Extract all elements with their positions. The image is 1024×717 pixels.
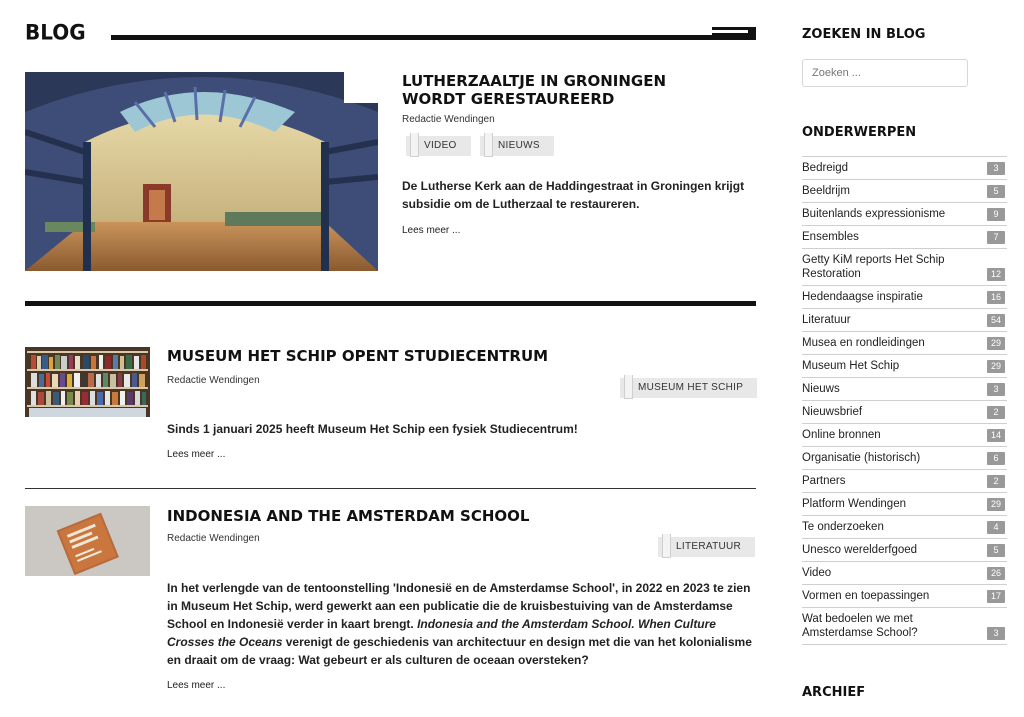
post-excerpt-indonesia: In het verlengde van de tentoonstelling 'Indonesië en de Amsterdamse School', in 2022 en 2023 te zien in Museum Het Schip, werd gewerkt aan een publicatie die de kruisbestuiving van de Amsterdamse School en Indonesië verder in kaart brengt. Indonesia and the Amsterdam School. When Culture Crosses the Oceans verenigt de geschiedenis van architectuur en design met die van het kolonialisme en draait om de vraag: Wat gebeurt er als culturen de oceaan oversteken? [167, 581, 752, 667]
count-badge: 2 [987, 406, 1005, 419]
topic-item[interactable]: Bedreigd 3 [802, 157, 1007, 180]
post-divider [25, 488, 756, 489]
featured-post-excerpt: De Lutherse Kerk aan de Haddingestraat in Groningen krijgt subsidie om de Lutherzaal te restaureren. [402, 179, 745, 211]
topic-item[interactable]: Vormen en toepassingen 17 [802, 585, 1007, 608]
post-thumbnail-indonesia[interactable] [25, 506, 150, 576]
read-more-link-studiecentrum[interactable]: Lees meer ... [167, 449, 226, 460]
post-byline-studiecentrum: Redactie Wendingen [167, 375, 260, 386]
count-badge: 29 [987, 337, 1005, 350]
topic-item[interactable]: Partners 2 [802, 470, 1007, 493]
topic-item[interactable]: Literatuur 54 [802, 309, 1007, 332]
topic-item[interactable]: Museum Het Schip 29 [802, 355, 1007, 378]
topic-item[interactable]: Buitenlands expressionisme 9 [802, 203, 1007, 226]
topic-item[interactable]: Ensembles 7 [802, 226, 1007, 249]
read-more-link-indonesia[interactable]: Lees meer ... [167, 680, 226, 691]
topic-item[interactable]: Nieuws 3 [802, 378, 1007, 401]
count-badge: 3 [987, 383, 1005, 396]
topic-item[interactable]: Hedendaagse inspiratie 16 [802, 286, 1007, 309]
count-badge: 4 [987, 521, 1005, 534]
featured-post-image[interactable] [25, 72, 378, 271]
count-badge: 17 [987, 590, 1005, 603]
topic-item[interactable]: Nieuwsbrief 2 [802, 401, 1007, 424]
topic-item[interactable]: Platform Wendingen 29 [802, 493, 1007, 516]
count-badge: 29 [987, 498, 1005, 511]
tag-literatuur[interactable]: LITERATUUR [658, 537, 755, 557]
count-badge: 16 [987, 291, 1005, 304]
post-excerpt-studiecentrum: Sinds 1 januari 2025 heeft Museum Het Schip een fysiek Studiecentrum! [167, 422, 578, 436]
count-badge: 12 [987, 268, 1005, 281]
topic-item[interactable]: Organisatie (historisch) 6 [802, 447, 1007, 470]
church-interior-photo [25, 72, 378, 271]
featured-read-more-link[interactable]: Lees meer ... [402, 225, 461, 236]
topic-item[interactable]: Video 26 [802, 562, 1007, 585]
archive-heading: ARCHIEF [802, 685, 866, 700]
search-input[interactable] [802, 59, 968, 87]
page-title: BLOG [25, 19, 86, 45]
header-rule [111, 35, 756, 40]
header-rule-tab [712, 27, 756, 40]
topic-item[interactable]: Online bronnen 14 [802, 424, 1007, 447]
topic-item[interactable]: Beeldrijm 5 [802, 180, 1007, 203]
post-thumbnail-studiecentrum[interactable] [25, 347, 150, 417]
tag-video[interactable]: VIDEO [406, 136, 471, 156]
topic-item[interactable]: Musea en rondleidingen 29 [802, 332, 1007, 355]
section-divider [25, 301, 756, 306]
tag-nieuws[interactable]: NIEUWS [480, 136, 554, 156]
topic-item[interactable]: Unesco werelderfgoed 5 [802, 539, 1007, 562]
topics-list [802, 156, 1007, 645]
featured-post-title[interactable]: LUTHERZAALTJE IN GRONINGEN WORDT GERESTAUREERD [402, 72, 667, 108]
post-byline-indonesia: Redactie Wendingen [167, 533, 260, 544]
count-badge: 7 [987, 231, 1005, 244]
count-badge: 9 [987, 208, 1005, 221]
count-badge: 14 [987, 429, 1005, 442]
blog-header [25, 20, 756, 44]
count-badge: 5 [987, 185, 1005, 198]
bookshelf-photo [25, 347, 150, 417]
count-badge: 3 [987, 627, 1005, 640]
topic-item[interactable]: Wat bedoelen we met Amsterdamse School? 3 [802, 608, 1007, 645]
count-badge: 3 [987, 162, 1005, 175]
featured-post-byline: Redactie Wendingen [402, 114, 495, 125]
book-cover-photo [25, 506, 150, 576]
topic-item[interactable]: Getty KiM reports Het Schip Restoration 12 [802, 249, 1007, 286]
topics-heading: ONDERWERPEN [802, 125, 917, 140]
count-badge: 5 [987, 544, 1005, 557]
search-heading: ZOEKEN IN BLOG [802, 27, 926, 42]
post-title-studiecentrum[interactable]: MUSEUM HET SCHIP OPENT STUDIECENTRUM [167, 347, 549, 365]
count-badge: 54 [987, 314, 1005, 327]
topic-item[interactable]: Te onderzoeken 4 [802, 516, 1007, 539]
post-title-indonesia[interactable]: INDONESIA AND THE AMSTERDAM SCHOOL [167, 507, 530, 525]
count-badge: 26 [987, 567, 1005, 580]
count-badge: 2 [987, 475, 1005, 488]
count-badge: 6 [987, 452, 1005, 465]
tag-museum-het-schip[interactable]: MUSEUM HET SCHIP [620, 378, 757, 398]
count-badge: 29 [987, 360, 1005, 373]
